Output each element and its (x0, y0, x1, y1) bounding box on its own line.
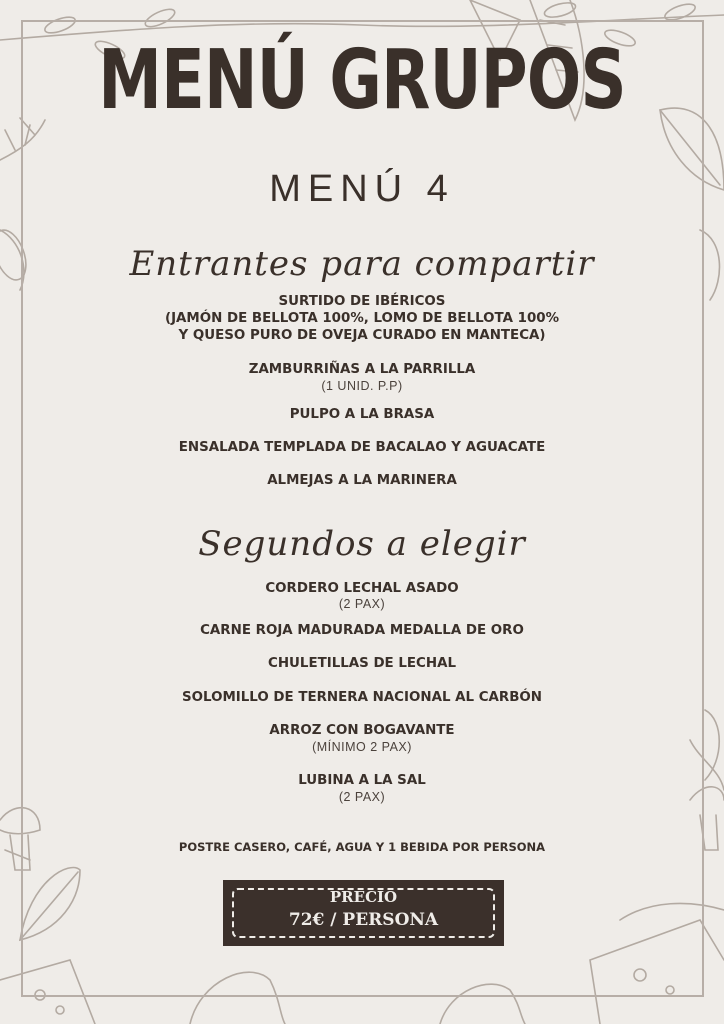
dish-name: CORDERO LECHAL ASADO (265, 581, 459, 596)
dish-note: (2 PAX) (338, 790, 386, 804)
dish-name: LUBINA A LA SAL (298, 773, 426, 788)
dish-detail: (JAMÓN DE BELLOTA 100%, LOMO DE BELLOTA 100% (164, 311, 560, 326)
price-value: 72€ / PERSONA (288, 910, 439, 930)
dish-note: (2 PAX) (338, 597, 386, 611)
dish-name: SURTIDO DE IBÉRICOS (278, 294, 446, 309)
dish-name: ALMEJAS A LA MARINERA (267, 473, 457, 488)
menu-subtitle: MENÚ 4 (269, 168, 455, 210)
dish-name: PULPO A LA BRASA (289, 407, 435, 422)
dish-name: CARNE ROJA MADURADA MEDALLA DE ORO (200, 623, 524, 638)
price-box (223, 880, 504, 946)
included-items-note: POSTRE CASERO, CAFÉ, AGUA Y 1 BEBIDA POR PERSONA (178, 840, 546, 854)
dish-name: SOLOMILLO DE TERNERA NACIONAL AL CARBÓN (182, 690, 542, 705)
dish-name: ARROZ CON BOGAVANTE (269, 723, 455, 738)
dish-name: CHULETILLAS DE LECHAL (268, 656, 456, 671)
dish-note: (MÍNIMO 2 PAX) (312, 740, 412, 754)
dish-detail: Y QUESO PURO DE OVEJA CURADO EN MANTECA) (178, 328, 546, 343)
section-heading-segundos: Segundos a elegir (198, 524, 526, 564)
price-label: PRECIO (329, 888, 398, 906)
page-title: MENÚ GRUPOS (98, 33, 626, 128)
section-heading-entrantes: Entrantes para compartir (129, 244, 595, 284)
dish-name: ENSALADA TEMPLADA DE BACALAO Y AGUACATE (178, 440, 546, 455)
dish-name: ZAMBURRIÑAS A LA PARRILLA (248, 362, 476, 377)
dish-note: (1 UNID. P.P) (321, 379, 403, 393)
